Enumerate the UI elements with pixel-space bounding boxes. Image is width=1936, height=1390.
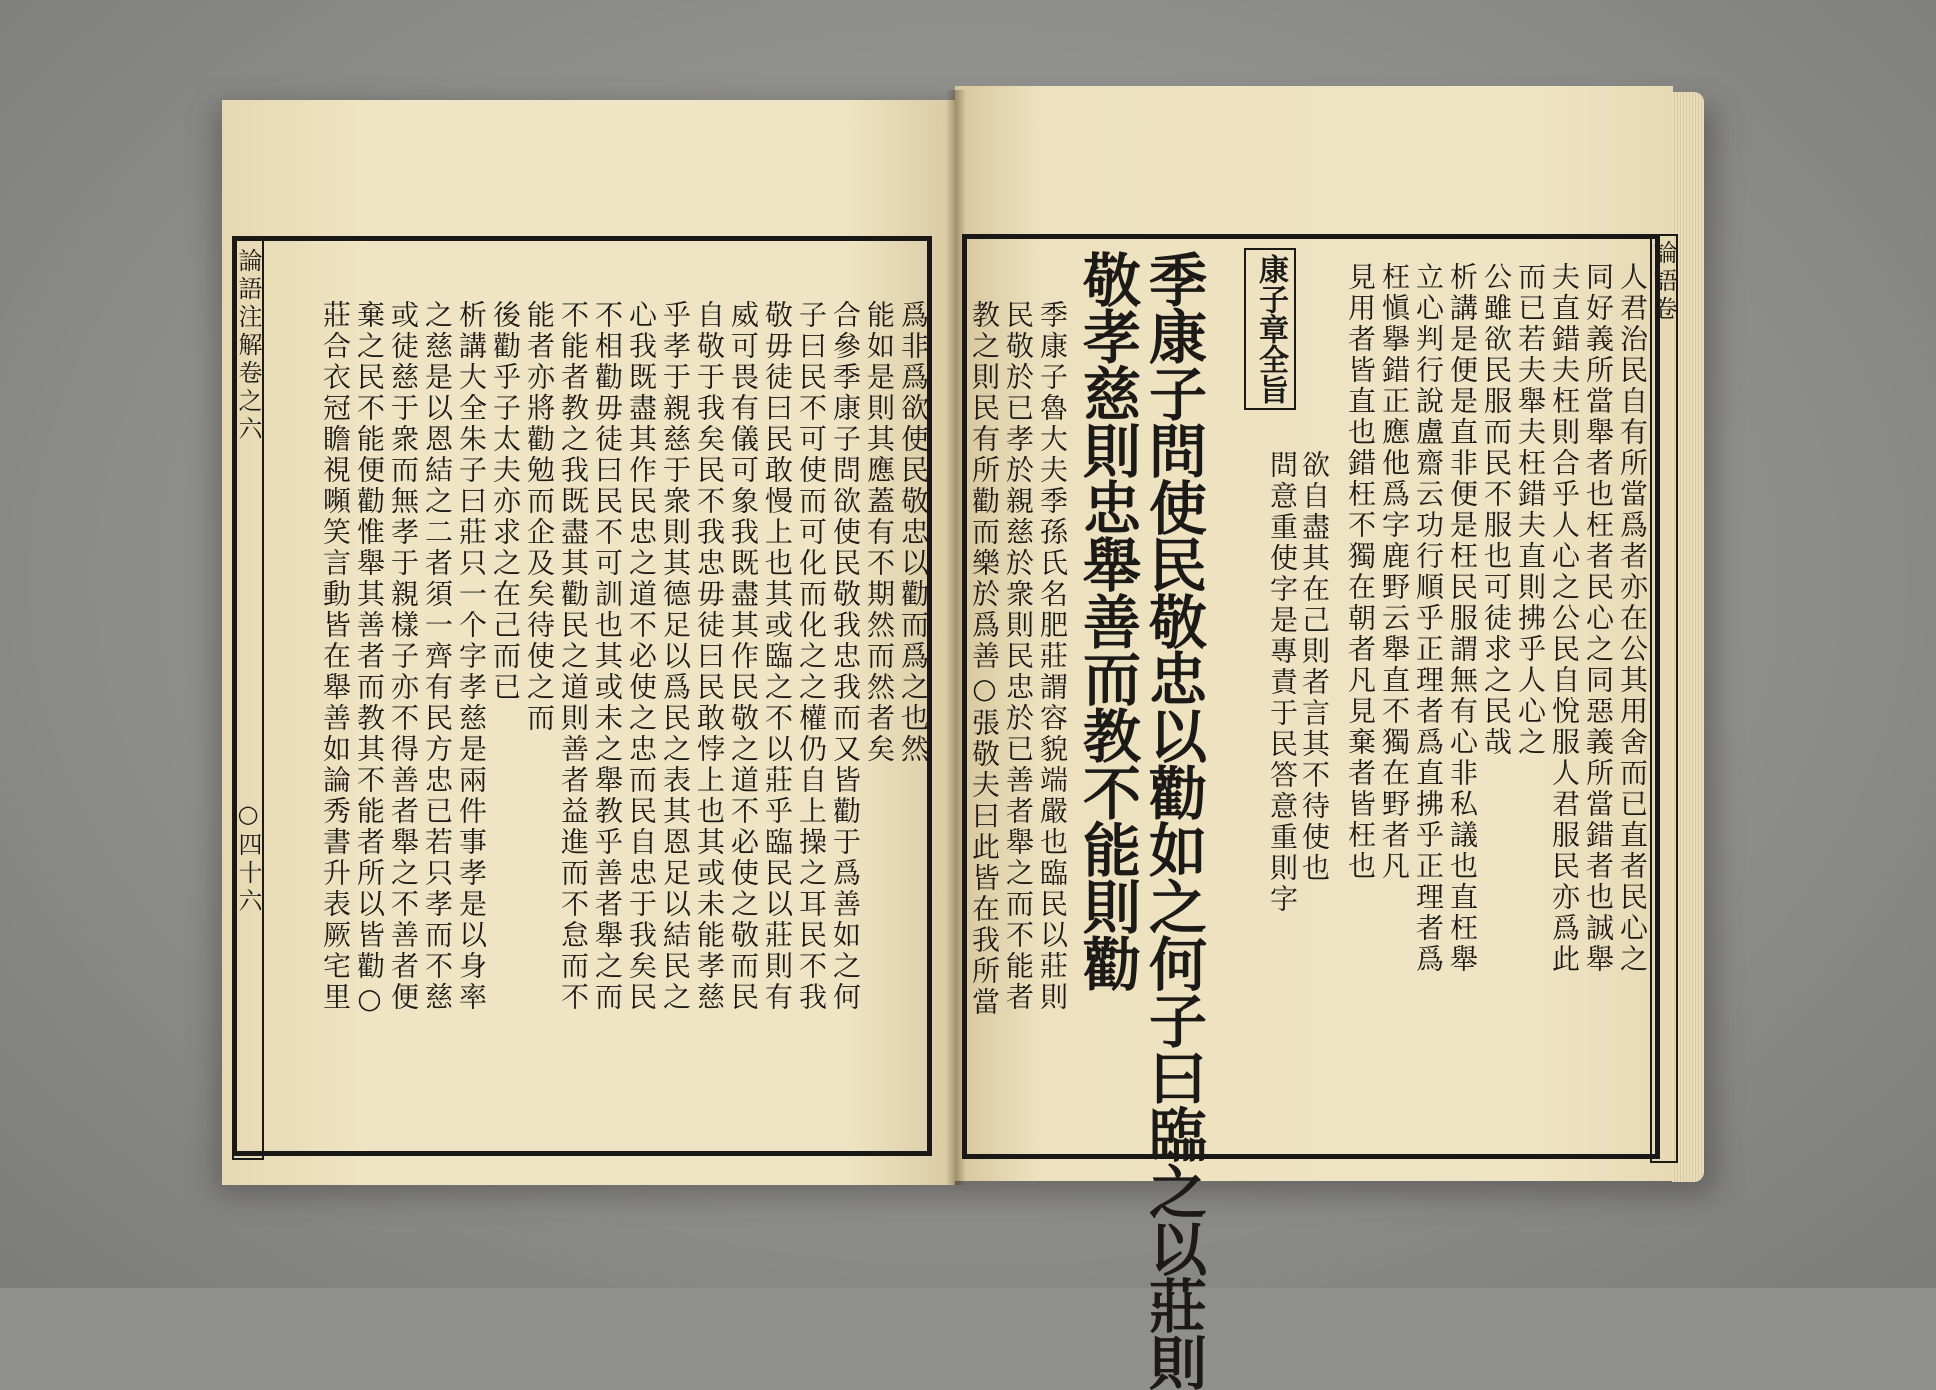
left-folio-title: 論語注解卷之六: [234, 248, 262, 444]
gist-col-1: 欲自盡其在己則者言其不待使也: [1298, 450, 1331, 884]
left-col-4: 子曰民不可使而可化而化之之權仍自上操之耳民不我: [795, 300, 828, 1013]
left-col-2: 能如是則其應蓋有不期然而然者矣: [863, 300, 896, 765]
left-col-17: 棄之民不能便勸惟舉其善者而教其不能者所以皆勸○: [353, 300, 386, 1018]
gloss-col-2: 民敬於已孝於親慈於衆則民忠於已善者舉之而不能者: [1002, 300, 1035, 1013]
right-col-9: 見用者皆直也錯枉不獨在朝者凡見棄者皆枉也: [1344, 262, 1377, 882]
left-col-16: 或徒慈于衆而無孝于親樣子亦不得善者舉之不善者便: [387, 300, 420, 1013]
left-col-1: 爲非爲欲使民敬忠以勸而爲之也然: [897, 300, 930, 765]
left-col-9: 心我既盡其作民忠之道不必使之忠而民自忠于我矣民: [625, 300, 658, 1013]
left-col-13: 後勸乎子太夫亦求之在己而已: [489, 300, 522, 703]
gloss-col-1: 季康子魯大夫季孫氏名肥莊謂容貌端嚴也臨民以莊則: [1036, 300, 1069, 1013]
right-col-7: 立心判行說盧齋云功行順乎正理者爲直拂乎正理者爲: [1412, 262, 1445, 975]
gist-col-2: 問意重使字是專責于民答意重則字: [1266, 450, 1299, 915]
left-col-10: 不相勸毋徒曰民不可訓也其或未之舉教乎善者舉之而: [591, 300, 624, 1013]
chapter-tag: 康子章全旨: [1244, 248, 1296, 410]
left-col-7: 自敬于我矣民不我忠毋徒曰民敢悖上也其或未能孝慈: [693, 300, 726, 1013]
right-col-1: 人君治民自有所當爲者亦在公其用舍而已直者民心之: [1616, 262, 1649, 975]
left-col-12: 能者亦將勸勉而企及矣待使之而: [523, 300, 556, 734]
left-col-5: 敬毋徒曰民敢慢上也其或臨之不以莊乎臨民以莊則有: [761, 300, 794, 1013]
right-folio-strip: [1650, 234, 1678, 1163]
gloss-col-3: 教之則民有所勸而樂於爲善○張敬夫曰此皆在我所當: [968, 300, 1001, 1018]
right-col-2: 同好義所當舉者也枉者民心之同惡義所當錯者也誠舉: [1582, 262, 1615, 975]
right-col-5: 公雖欲民服而民不服也可徒求之民哉: [1480, 262, 1513, 758]
right-col-4: 而已若夫舉夫枉錯夫直則拂乎人心之: [1514, 262, 1547, 758]
headline-col-1: 季康子問使民敬忠以勸如之何子曰臨之以莊則: [1139, 250, 1207, 1390]
left-col-8: 乎孝于親慈于衆則其德足以爲民之表其恩足以結民之: [659, 300, 692, 1013]
right-col-3: 夫直錯夫枉則合乎人心之公民自悅服人君服民亦爲此: [1548, 262, 1581, 975]
headline-col-2: 敬孝慈則忠舉善而教不能則勸: [1073, 250, 1141, 991]
right-folio-title: 論語卷: [1649, 240, 1677, 324]
left-folio-number: ○四十六: [234, 800, 262, 916]
left-col-14: 析講大全朱子曰莊只一个字孝慈是兩件事孝是以身率: [455, 300, 488, 1013]
left-col-18: 莊合衣冠瞻視嚬笑言動皆在舉善如論秀書升表厥宅里: [319, 300, 352, 1013]
left-col-3: 合參季康子問欲使民敬我忠我而又皆勸于爲善如之何: [829, 300, 862, 1013]
right-col-8: 枉愼擧錯正應他爲字鹿野云舉直不獨在野者凡: [1378, 262, 1411, 882]
left-col-11: 不能者教之我既盡其勸民之道則善者益進而不怠而不: [557, 300, 590, 1013]
left-col-6: 威可畏有儀可象我既盡其作民敬之道不必使之敬而民: [727, 300, 760, 1013]
right-col-6: 析講是便是直非便是枉民服謂無有心非私議也直枉舉: [1446, 262, 1479, 975]
left-col-15: 之慈是以恩結之二者須一齊有民方忠已若只孝而不慈: [421, 300, 454, 1013]
